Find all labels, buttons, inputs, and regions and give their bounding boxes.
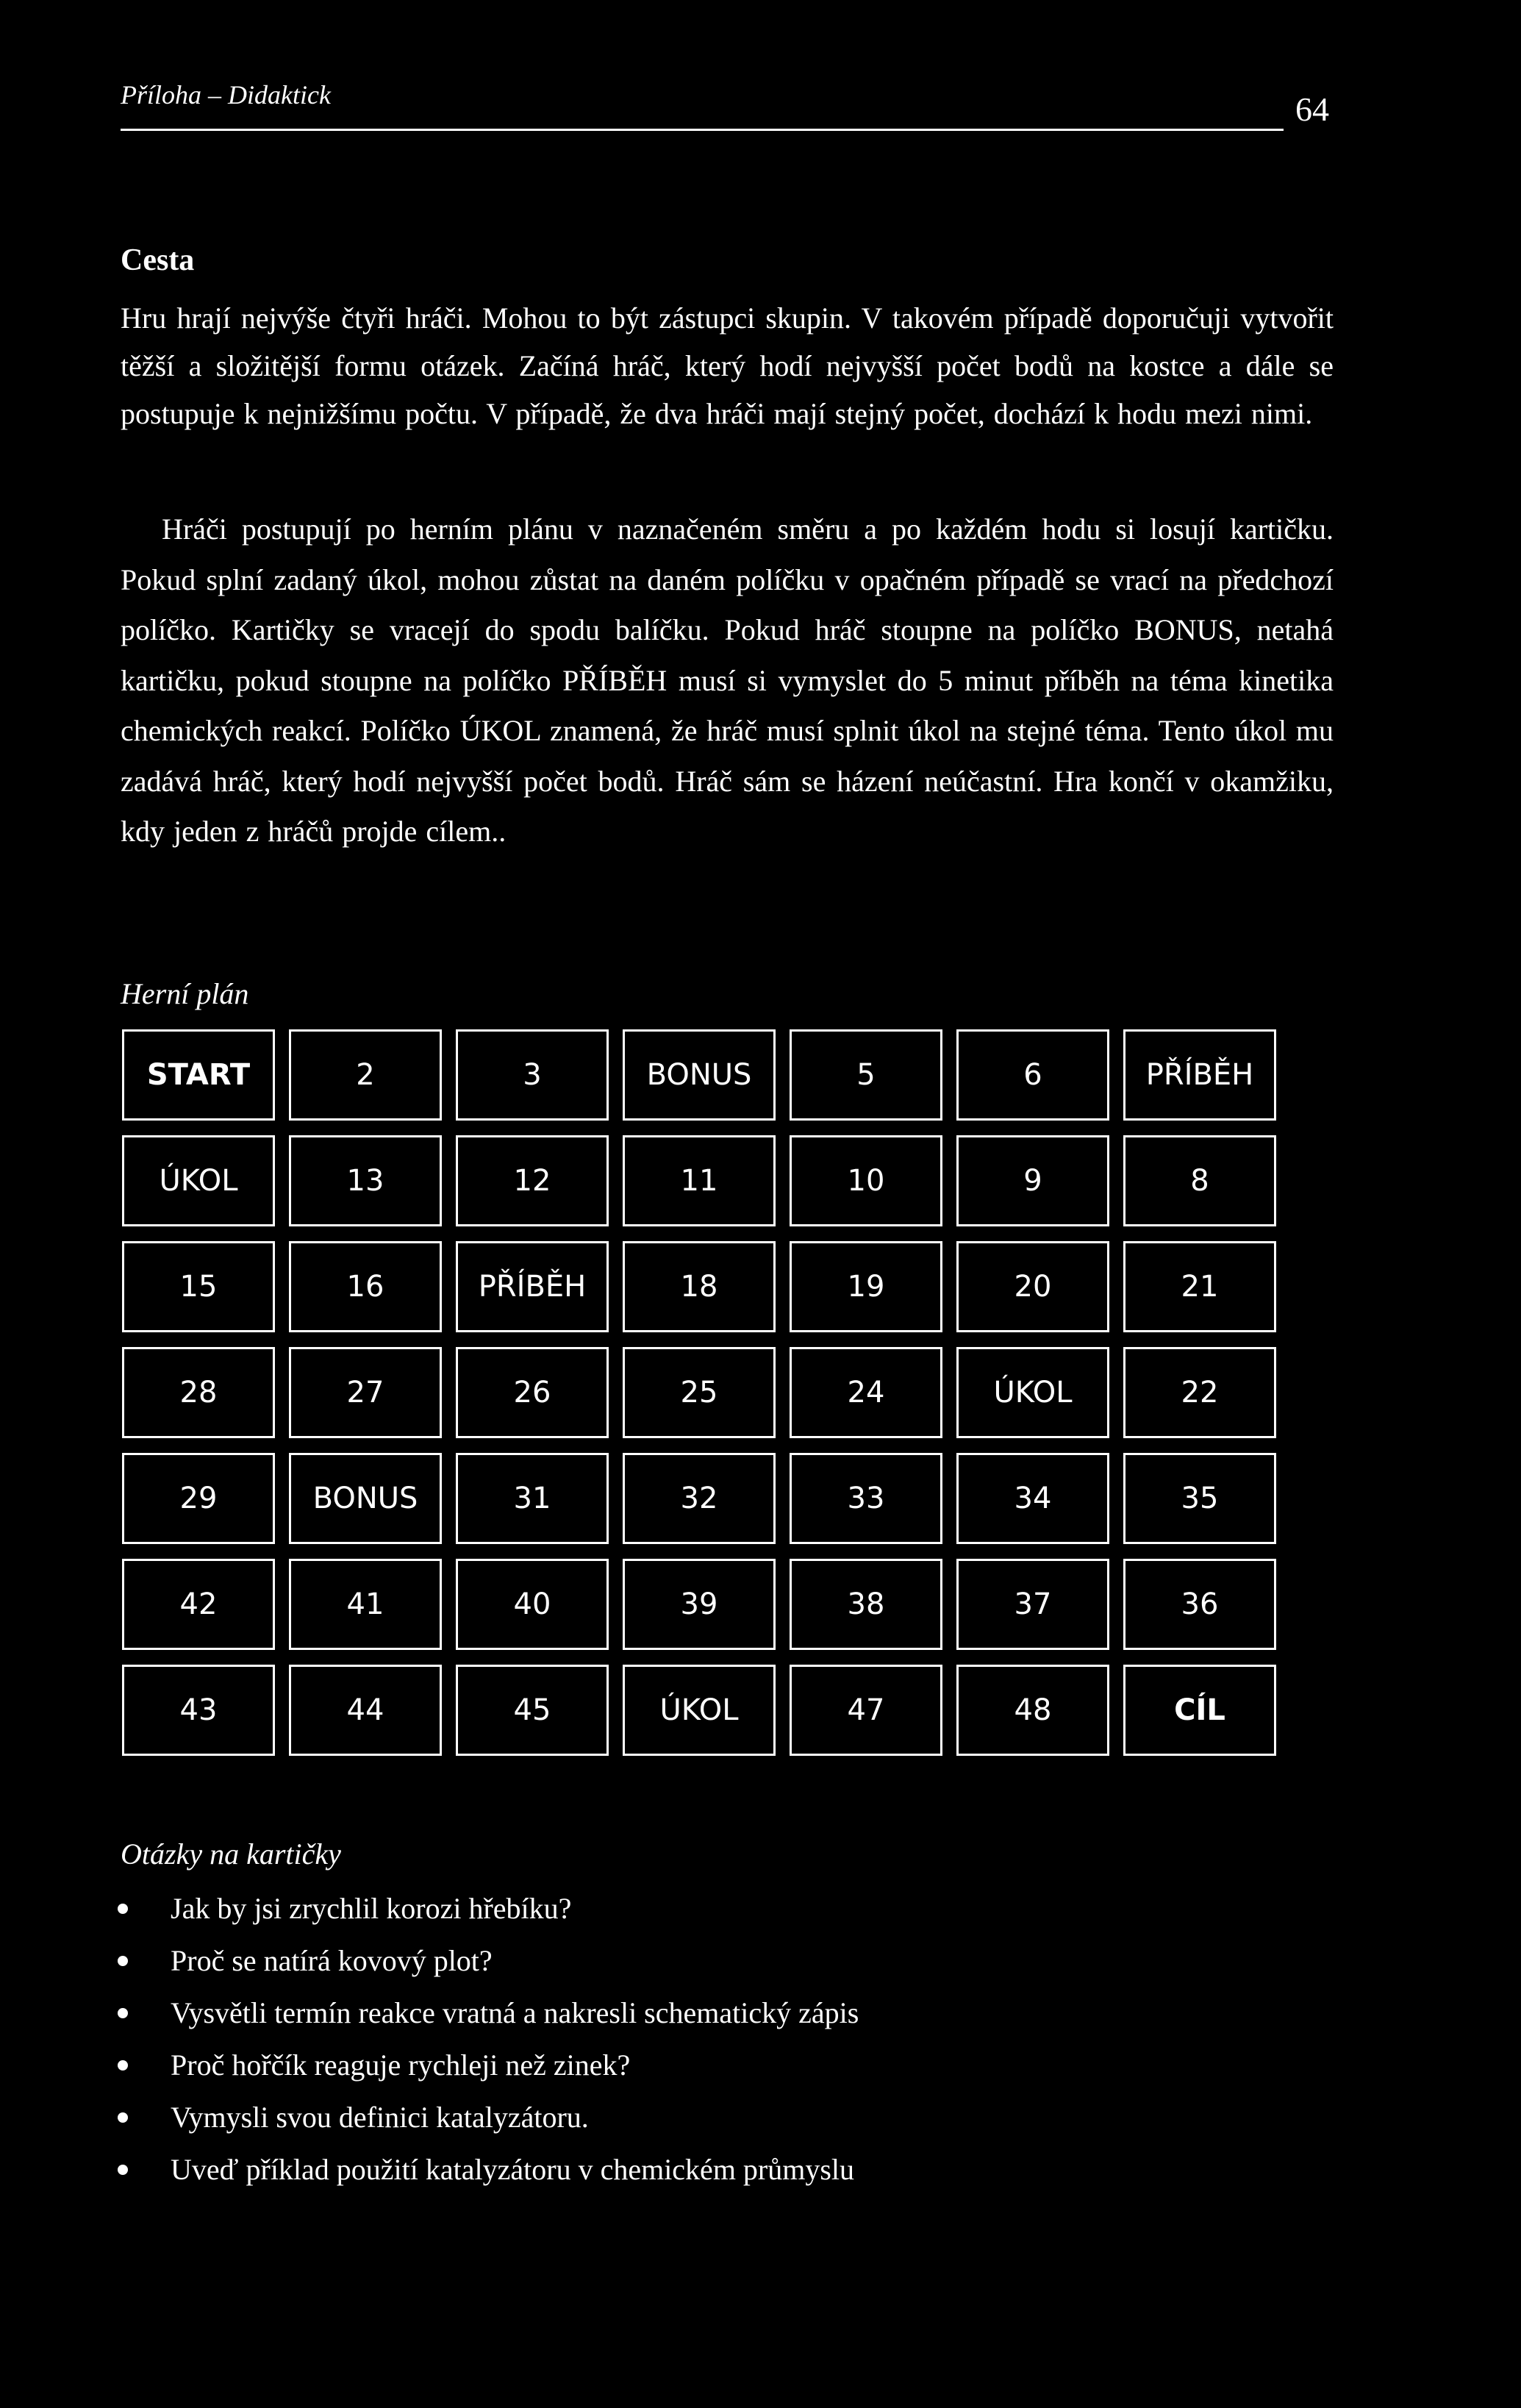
question-text: Proč hořčík reaguje rychleji než zinek? (171, 2048, 631, 2082)
board-cell: 38 (790, 1559, 942, 1650)
board-cell: 45 (456, 1665, 609, 1756)
board-cell: 48 (956, 1665, 1109, 1756)
board-cell: START (122, 1029, 275, 1121)
header-title: Příloha – Didaktick (121, 80, 331, 110)
board-cell: 22 (1123, 1347, 1276, 1438)
board-cell: 42 (122, 1559, 275, 1650)
question-item (118, 1987, 859, 2039)
game-board (122, 1029, 1279, 1771)
board-cell: 12 (456, 1135, 609, 1226)
board-cell: 11 (623, 1135, 776, 1226)
rules-paragraph-2: Hráči postupují po herním plánu v naznačeném směru a po každém hodu si losují kartičku. Pokud splní zadaný úkol, mohou zůstat na daném políčku v opačném případě se vrací na předchozí políčko. Kartičky se vracejí do spodu balíčku. Pokud hráč stoupne na políčko BONUS, netahá kartičku, pokud stoupne na políčko PŘÍBĚH musí si vymyslet do 5 minut příběh na téma kinetika chemických reakcí. Políčko ÚKOL znamená, že hráč musí splnit úkol na stejné téma. Tento úkol mu zadává hráč, který hodí nejvyšší počet bodů. Hráč sám se házení neúčastní. Hra končí v okamžiku, kdy jeden z hráčů projde cílem.. (121, 512, 1334, 848)
board-cell: 47 (790, 1665, 942, 1756)
header-rule (121, 129, 1284, 131)
board-title: Herní plán (121, 977, 249, 1010)
board-cell: 41 (289, 1559, 442, 1650)
board-cell: 29 (122, 1453, 275, 1544)
board-cell: 20 (956, 1241, 1109, 1332)
question-text: Uveď příklad použití katalyzátoru v chemickém průmyslu (171, 2153, 855, 2186)
bullet-icon (118, 1956, 128, 1966)
board-cell: 34 (956, 1453, 1109, 1544)
board-cell: 8 (1123, 1135, 1276, 1226)
board-cell: 21 (1123, 1241, 1276, 1332)
board-cell: 18 (623, 1241, 776, 1332)
board-cell: 39 (623, 1559, 776, 1650)
board-cell: 28 (122, 1347, 275, 1438)
question-text: Jak by jsi zrychlil korozi hřebíku? (171, 1892, 572, 1925)
board-cell: 43 (122, 1665, 275, 1756)
board-cell: 25 (623, 1347, 776, 1438)
board-cell: BONUS (623, 1029, 776, 1121)
board-cell: BONUS (289, 1453, 442, 1544)
bullet-icon (118, 1904, 128, 1914)
board-cell: ÚKOL (623, 1665, 776, 1756)
board-cell: PŘÍBĚH (1123, 1029, 1276, 1121)
board-cell: 19 (790, 1241, 942, 1332)
board-cell: 31 (456, 1453, 609, 1544)
questions-title: Otázky na kartičky (121, 1837, 341, 1871)
board-cell: ÚKOL (122, 1135, 275, 1226)
question-item (118, 2143, 859, 2196)
board-cell: 24 (790, 1347, 942, 1438)
board-cell: 33 (790, 1453, 942, 1544)
board-cell: 32 (623, 1453, 776, 1544)
bullet-icon (118, 2008, 128, 2018)
board-cell: ÚKOL (956, 1347, 1109, 1438)
board-cell: 26 (456, 1347, 609, 1438)
board-cell: 5 (790, 1029, 942, 1121)
board-cell: 35 (1123, 1453, 1276, 1544)
question-item (118, 1882, 859, 1934)
board-cell: 40 (456, 1559, 609, 1650)
questions-list (118, 1882, 859, 2196)
bullet-icon (118, 2112, 128, 2123)
board-cell: 36 (1123, 1559, 1276, 1650)
question-item (118, 2091, 859, 2143)
question-item (118, 2039, 859, 2091)
question-text: Vysvětli termín reakce vratná a nakresli schematický zápis (171, 1996, 859, 2029)
board-cell: 13 (289, 1135, 442, 1226)
board-cell: 37 (956, 1559, 1109, 1650)
bullet-icon (118, 2165, 128, 2175)
board-cell: 44 (289, 1665, 442, 1756)
board-cell: 2 (289, 1029, 442, 1121)
board-cell: 3 (456, 1029, 609, 1121)
board-cell: CÍL (1123, 1665, 1276, 1756)
board-cell: 10 (790, 1135, 942, 1226)
board-cell: 27 (289, 1347, 442, 1438)
question-text: Vymysli svou definici katalyzátoru. (171, 2101, 589, 2134)
question-text: Proč se natírá kovový plot? (171, 1944, 493, 1977)
bullet-icon (118, 2060, 128, 2071)
board-cell: PŘÍBĚH (456, 1241, 609, 1332)
board-cell: 15 (122, 1241, 275, 1332)
board-cell: 16 (289, 1241, 442, 1332)
section-heading: Cesta (121, 243, 195, 277)
board-cell: 9 (956, 1135, 1109, 1226)
question-item (118, 1934, 859, 1987)
page-number: 64 (1295, 90, 1329, 128)
rules-paragraph-1: Hru hrají nejvýše čtyři hráči. Mohou to být zástupci skupin. V takovém případě doporučuji vytvořit těžší a složitější formu otázek. Začíná hráč, který hodí nejvyšší počet bodů na kostce a dále se postupuje k nejnižšímu počtu. V případě, že dva hráči mají stejný počet, dochází k hodu mezi nimi. (121, 301, 1334, 430)
board-cell: 6 (956, 1029, 1109, 1121)
